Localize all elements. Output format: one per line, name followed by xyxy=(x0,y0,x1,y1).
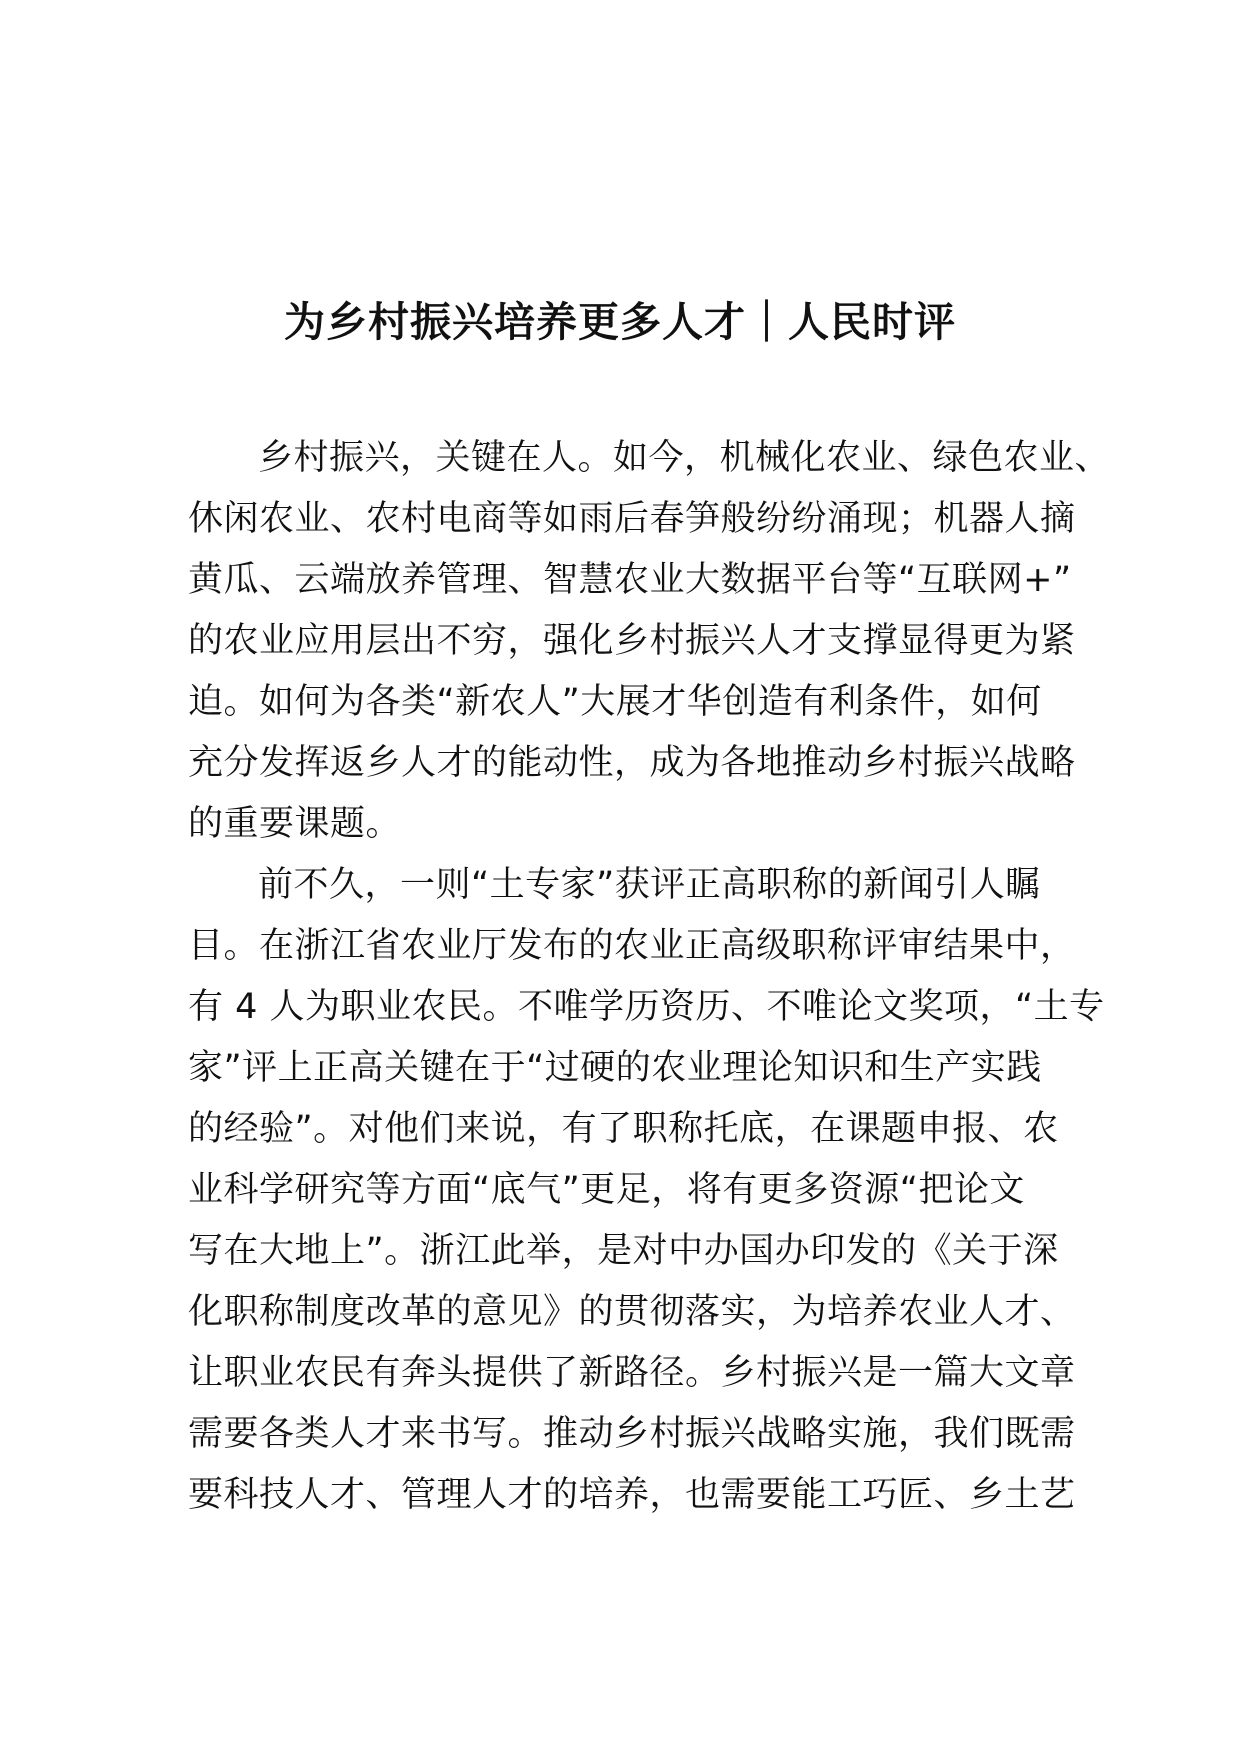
paragraph-line: 写在大地上”。浙江此举，是对中办国办印发的《关于深 xyxy=(188,1231,1059,1271)
paragraph-line: 休闲农业、农村电商等如雨后春笋般纷纷涌现；机器人摘 xyxy=(188,499,1076,539)
paragraph-line: 有 4 人为职业农民。不唯学历资历、不唯论文奖项，“土专 xyxy=(188,987,1105,1027)
paragraph-line: 迫。如何为各类“新农人”大展才华创造有利条件，如何 xyxy=(188,682,1042,722)
paragraph-line: 家”评上正高关键在于“过硬的农业理论知识和生产实践 xyxy=(188,1048,1042,1088)
document-body xyxy=(188,428,1111,1526)
paragraph-line: 让职业农民有奔头提供了新路径。乡村振兴是一篇大文章 xyxy=(188,1353,1076,1393)
paragraph-line: 要科技人才、管理人才的培养，也需要能工巧匠、乡土艺 xyxy=(188,1475,1076,1515)
paragraph-line: 充分发挥返乡人才的能动性，成为各地推动乡村振兴战略 xyxy=(188,743,1076,783)
paragraph-line: 乡村振兴，关键在人。如今，机械化农业、绿色农业、 xyxy=(258,438,1111,478)
document-title: 为乡村振兴培养更多人才｜人民时评 xyxy=(284,298,956,346)
paragraph-line: 需要各类人才来书写。推动乡村振兴战略实施，我们既需 xyxy=(188,1414,1076,1454)
paragraph-line: 的农业应用层出不穷，强化乡村振兴人才支撑显得更为紧 xyxy=(188,621,1076,661)
paragraph-line: 前不久，一则“土专家”获评正高职称的新闻引人瞩 xyxy=(258,865,1041,905)
paragraph-line: 黄瓜、云端放养管理、智慧农业大数据平台等“互联网+” xyxy=(188,560,1072,600)
paragraph-1 xyxy=(188,428,1111,855)
paragraph-line: 化职称制度改革的意见》的贯彻落实，为培养农业人才、 xyxy=(188,1292,1076,1332)
paragraph-line: 的经验”。对他们来说，有了职称托底，在课题申报、农 xyxy=(188,1109,1059,1149)
paragraph-line: 业科学研究等方面“底气”更足，将有更多资源“把论文 xyxy=(188,1170,1025,1210)
paragraph-line: 的重要课题。 xyxy=(188,804,402,844)
paragraph-line: 目。在浙江省农业厅发布的农业正高级职称评审结果中， xyxy=(188,926,1076,966)
paragraph-2 xyxy=(188,855,1105,1526)
